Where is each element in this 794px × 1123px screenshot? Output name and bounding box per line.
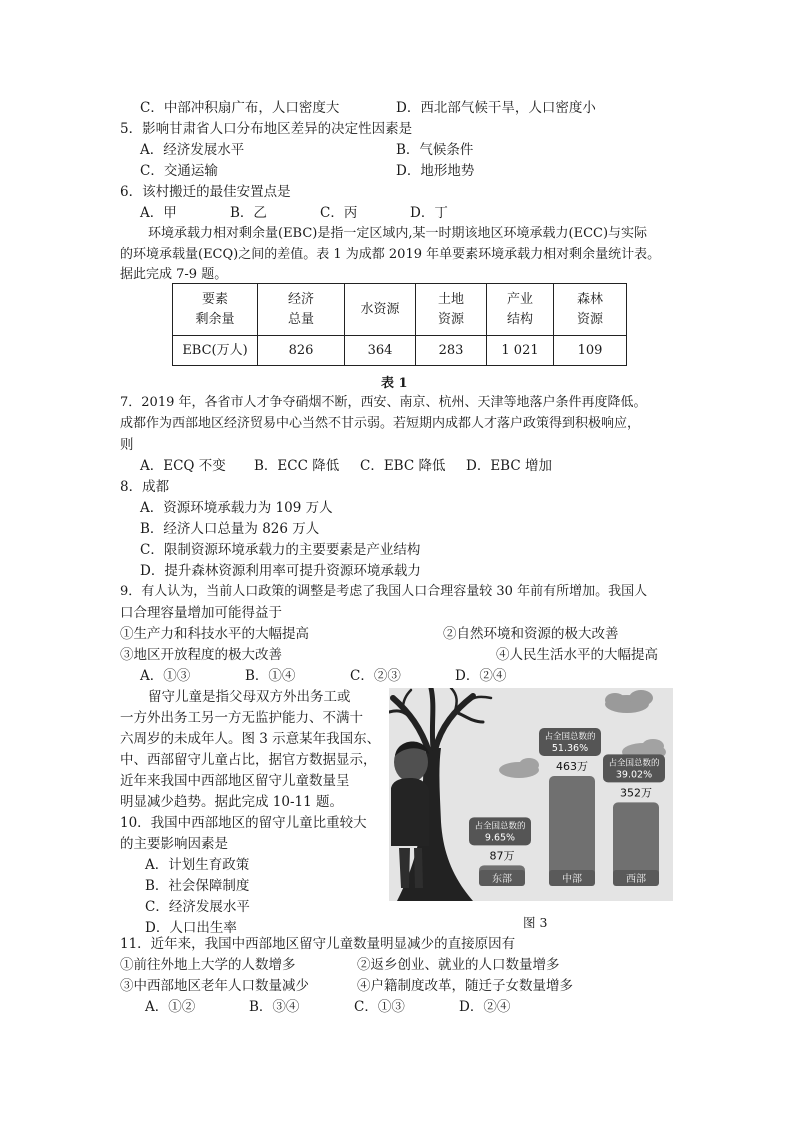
q10-option-b: B．社会保障制度: [145, 878, 250, 894]
q9-statement-2: ②自然环境和资源的极大改善: [443, 626, 619, 642]
table-header-row: [173, 284, 627, 336]
table-header-cell: [173, 284, 258, 336]
q7-line3: 则: [120, 437, 134, 453]
q5-option-c: C．交通运输: [140, 163, 218, 179]
q9-statement-4: ④人民生活水平的大幅提高: [496, 647, 658, 663]
header-label: 资源: [437, 311, 464, 327]
q5-option-b: B．气候条件: [396, 142, 474, 158]
region-label: 西部: [626, 874, 646, 885]
q9-option-a: A．①③: [140, 668, 191, 684]
q8-stem: 8．成都: [120, 479, 170, 495]
intro-10-11-line3: 六周岁的未成年人。图 3 示意某年我国东、: [120, 731, 381, 747]
q10-line2: 的主要影响因素是: [120, 836, 228, 852]
q7-option-a: A．ECQ 不变: [140, 458, 226, 474]
count-label: 463万: [556, 760, 588, 773]
q6-option-b: B．乙: [230, 205, 267, 221]
bar: [549, 776, 595, 886]
table-cell: 109: [554, 336, 627, 366]
figure-3-caption: 图 3: [523, 915, 548, 930]
header-label: 经济: [287, 291, 314, 307]
q11-option-b: B．③④: [249, 999, 300, 1015]
header-label: 剩余量: [195, 311, 235, 327]
q9-option-d: D．②④: [455, 668, 507, 684]
intro-10-11-line5: 近年来我国中西部地区留守儿童数量呈: [120, 773, 350, 789]
figure-3-illustration: [389, 688, 673, 901]
header-label: 产业: [506, 291, 533, 307]
header-label: 总量: [287, 311, 314, 327]
q10-option-a: A．计划生育政策: [145, 857, 250, 873]
q10-line1: 10．我国中西部地区的留守儿童比重较大: [120, 815, 367, 831]
q5-option-a: A．经济发展水平: [140, 142, 245, 158]
intro-7-9-line2: 的环境承载量(ECQ)之间的差值。表 1 为成都 2019 年单要素环境承载力相对剩余量统计表。: [120, 247, 661, 262]
q11-option-d: D．②④: [459, 999, 511, 1015]
intro-10-11-line2: 一方外出务工另一方无监护能力、不满十: [120, 710, 363, 726]
q7-option-c: C．EBC 降低: [360, 458, 446, 474]
q11-option-a: A．①②: [145, 999, 196, 1015]
share-title: 占全国总数的: [608, 758, 660, 769]
table-header-cell: [487, 284, 554, 336]
q11-statement-4: ④户籍制度改革，随迁子女数量增多: [357, 978, 573, 994]
table-cell: 364: [345, 336, 416, 366]
region-label: 东部: [492, 874, 512, 885]
table-header-cell: [258, 284, 345, 336]
q8-option-d: D．提升森林资源利用率可提升资源环境承载力: [140, 563, 421, 579]
table-header-cell: [554, 284, 627, 336]
q5-option-d: D．地形地势: [396, 163, 475, 179]
header-label: 结构: [506, 311, 533, 327]
q11-statement-1: ①前往外地上大学的人数增多: [120, 957, 296, 973]
table-row: [173, 336, 627, 366]
intro-10-11-line4: 中、西部留守儿童占比，据官方数据显示，: [120, 752, 377, 768]
q4-option-d: D．西北部气候干旱，人口密度小: [396, 100, 596, 116]
header-label: 要素: [201, 291, 228, 307]
region-label: 中部: [562, 874, 582, 885]
table-cell: 826: [258, 336, 345, 366]
q9-option-b: B．①④: [245, 668, 296, 684]
intro-7-9-line1: 环境承载力相对剩余量(EBC)是指一定区域内,某一时期该地区环境承载力(ECC)与实际: [148, 226, 648, 241]
share-title: 占全国总数的: [474, 821, 526, 832]
figure-3: [389, 688, 673, 901]
share-value: 9.65%: [484, 832, 516, 844]
q8-option-b: B．经济人口总量为 826 万人: [140, 521, 320, 537]
q6-option-c: C．丙: [320, 205, 358, 221]
q10-option-d: D．人口出生率: [145, 920, 237, 936]
header-label: 水资源: [360, 301, 400, 317]
q9-statement-3: ③地区开放程度的极大改善: [120, 647, 282, 663]
q5-stem: 5．影响甘肃省人口分布地区差异的决定性因素是: [120, 121, 413, 137]
q11-statement-3: ③中西部地区老年人口数量减少: [120, 978, 309, 994]
q7-line2: 成都作为西部地区经济贸易中心当然不甘示弱。若短期内成都人才落户政策得到积极响应，: [120, 416, 641, 431]
q6-option-d: D．丁: [410, 205, 448, 221]
q6-stem: 6．该村搬迁的最佳安置点是: [120, 184, 291, 200]
q7-line1: 7．2019 年，各省市人才争夺硝烟不断，西安、南京、杭州、天津等地落户条件再度降低。: [120, 395, 647, 410]
q11-statement-2: ②返乡创业、就业的人口数量增多: [357, 957, 560, 973]
q9-option-c: C．②③: [350, 668, 401, 684]
count-label: 87万: [489, 849, 515, 863]
intro-10-11-line1: 留守儿童是指父母双方外出务工或: [148, 689, 351, 705]
q8-option-a: A．资源环境承载力为 109 万人: [140, 500, 333, 516]
share-value: 39.02%: [615, 769, 653, 781]
table-cell: 1 021: [487, 336, 554, 366]
q10-option-c: C．经济发展水平: [145, 899, 250, 915]
table-cell: 283: [416, 336, 487, 366]
table-header-cell: [416, 284, 487, 336]
table-1-caption: 表 1: [381, 376, 408, 391]
header-label: 土地: [437, 291, 464, 307]
table-cell: EBC(万人): [173, 336, 258, 366]
count-label: 352万: [620, 786, 652, 800]
table-header-cell: [345, 284, 416, 336]
q6-option-a: A．甲: [140, 205, 177, 221]
q9-line2: 口合理容量增加可能得益于: [120, 605, 282, 621]
table-1: [172, 283, 627, 366]
q7-option-d: D．EBC 增加: [466, 458, 552, 474]
q8-option-c: C．限制资源环境承载力的主要要素是产业结构: [140, 542, 421, 558]
q11-stem: 11．近年来，我国中西部地区留守儿童数量明显减少的直接原因有: [120, 936, 516, 952]
q4-option-c: C．中部冲积扇广布，人口密度大: [140, 100, 340, 116]
header-label: 森林: [576, 291, 603, 307]
q7-option-b: B．ECC 降低: [254, 458, 340, 474]
header-label: 资源: [576, 311, 603, 327]
share-value: 51.36%: [551, 743, 589, 754]
intro-7-9-line3: 据此完成 7-9 题。: [120, 267, 228, 282]
share-title: 占全国总数的: [544, 732, 596, 742]
intro-10-11-line6: 明显减少趋势。据此完成 10-11 题。: [120, 794, 344, 810]
q11-option-c: C．①③: [354, 999, 405, 1015]
q9-line1: 9．有人认为，当前人口政策的调整是考虑了我国人口合理容量较 30 年前有所增加。我国人: [120, 584, 648, 599]
q9-statement-1: ①生产力和科技水平的大幅提高: [120, 626, 309, 642]
